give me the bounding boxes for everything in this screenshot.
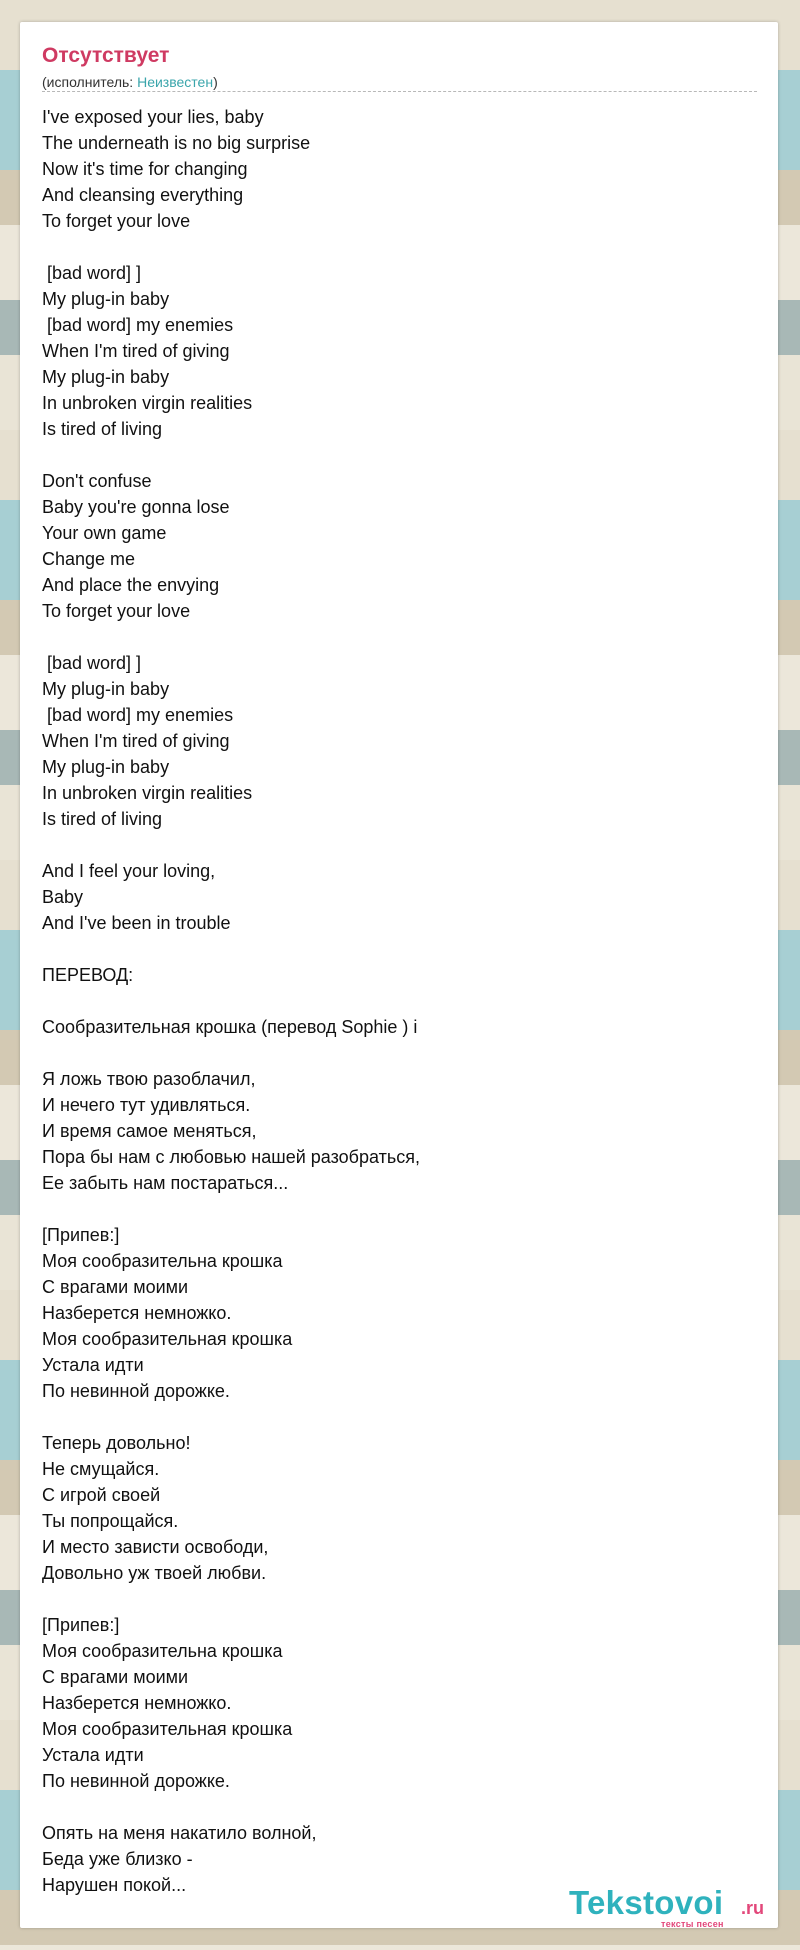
lyrics-text: I've exposed your lies, baby The underneath is no big surprise Now it's time for changing And cleansing everything To forget your love [bad word] ] My plug-in baby [bad word] my enemies When I'm tired of giving My plug-in baby In unbroken virgin realities Is tired of living Don't confuse Baby you're gonna lose Your own game Change me And place the envying To forget your love [bad word] ] My plug-in baby [bad word] my enemies When I'm tired of giving My plug-in baby In unbroken virgin realities Is tired of living And I feel your loving, Baby And I've been in trouble ПЕРЕВОД: Сообразительная крошка (перевод Sophie ) i Я ложь твою разоблачил, И нечего тут удивляться. И время самое меняться, Пора бы нам с любовью нашей разобраться, Ее забыть нам постараться... [Припев:] Моя сообразительна крошка С врагами моими Назберется немножко. Моя сообразительная крошка Устала идти По невинной дорожке. Теперь довольно! Не смущайся. С игрой своей Ты попрощайся. И место зависти освободи, Довольно уж твоей любви. [Припев:] Моя сообразительна крошка С врагами моими Назберется немножко. Моя сообразительная крошка Устала идти По невинной дорожке. Опять на меня накатило волной, Беда уже близко - Нарушен покой... [42,107,420,1895]
lyrics-card [20,22,778,1928]
artist-suffix: ) [213,74,218,90]
title-divider [42,91,757,92]
site-logo[interactable] [569,1885,784,1929]
artist-byline [42,73,218,91]
logo-tagline: тексты песен [661,1919,724,1929]
logo-tld: .ru [741,1898,765,1918]
artist-prefix: (исполнитель: [42,74,138,90]
logo-name: Tekstovoi [569,1884,724,1921]
song-title: Отсутствует [42,44,170,67]
artist-link[interactable]: Неизвестен [137,74,214,90]
